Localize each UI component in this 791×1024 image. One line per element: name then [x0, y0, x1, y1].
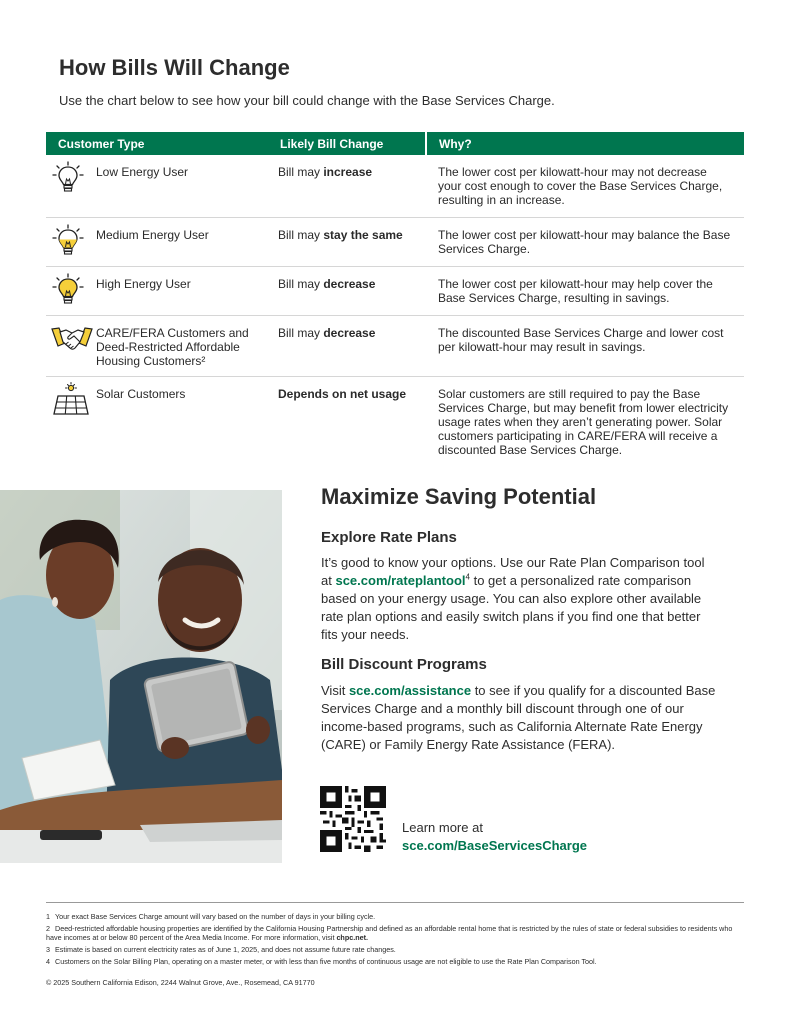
- footnote: 3 Estimate is based on current electricity rates as of June 1, 2025, and does not assume future rate changes.: [46, 945, 396, 954]
- assistance-link[interactable]: sce.com/assistance: [348, 683, 472, 698]
- footnote-divider: [46, 902, 744, 903]
- discount-programs-heading: Bill Discount Programs: [321, 656, 487, 673]
- why-text: The lower cost per kilowatt-hour may help cover the Base Services Charge, resulting in savings.: [426, 267, 744, 316]
- why-text: The lower cost per kilowatt-hour may not decrease your cost enough to cover the Base Services Charge, resulting in an increase.: [426, 155, 744, 218]
- page-title: How Bills Will Change: [59, 55, 290, 80]
- likely-change: Bill may stay the same: [268, 218, 426, 267]
- table-row: [46, 267, 744, 316]
- footnote: 4 Customers on the Solar Billing Plan, operating on a master meter, or with less than five months of continuous usage are not eligible to use the Rate Plan Comparison Tool.: [46, 957, 597, 966]
- why-text: The discounted Base Services Charge and lower cost per kilowatt-hour may result in savings.: [426, 316, 744, 377]
- bill-change-table: [46, 132, 744, 467]
- lightbulb-low-icon: [46, 155, 96, 199]
- section-title: Maximize Saving Potential: [321, 484, 597, 509]
- customer-type: CARE/FERA Customers and Deed-Restricted Affordable Housing Customers²: [96, 326, 249, 368]
- page-subtitle: Use the chart below to see how your bill could change with the Base Services Charge.: [59, 93, 555, 108]
- likely-change: Bill may increase: [268, 155, 426, 218]
- lightbulb-medium-icon: [46, 218, 96, 262]
- discount-programs-text: Visit sce.com/assistance to see if you qualify for a discounted Base Services Charge and a monthly bill discount through one of our income-based programs, such as California Alternate Rate Energy (CARE) or Family Energy Rate Assistance (FERA).: [321, 683, 716, 752]
- col-likely-change: Likely Bill Change: [268, 132, 426, 155]
- footnote: 2 Deed-restricted affordable housing properties are identified by the California Housing Partnership and defined as an affordable rental home that is restricted by the rules of state or federal subsidies to residents who have incomes at or below 80 percent of the Area Media Income. For more information, visit chpc.net.: [46, 924, 733, 942]
- customer-type: High Energy User: [96, 277, 191, 291]
- base-services-charge-link[interactable]: sce.com/BaseServicesCharge: [402, 838, 588, 853]
- customer-type: Solar Customers: [96, 387, 186, 401]
- why-text: Solar customers are still required to pay the Base Services Charge, but may benefit from lower electricity usage rates when they aren’t generating power. Solar customers participating in CARE/FERA will receive a discounted Base Services Charge.: [438, 387, 729, 457]
- chpc-link[interactable]: chpc.net.: [336, 933, 368, 942]
- qr-code-icon[interactable]: [320, 786, 386, 852]
- footnote-ref: 4: [465, 572, 470, 582]
- footnote: 1 Your exact Base Services Charge amount will vary based on the number of days in your billing cycle.: [46, 912, 376, 921]
- couple-with-tablet-photo: [0, 490, 282, 863]
- rate-plans-text: It’s good to know your options. Use our Rate Plan Comparison tool at sce.com/rateplantool$^4$ to get a personalized rate comparison based on your energy usage. You can also explore other available rate plan options and easily switch plans if you find one that better fits your needs.: [321, 555, 705, 642]
- handshake-icon: [46, 316, 96, 368]
- customer-type: Low Energy User: [96, 165, 189, 179]
- likely-change: Bill may decrease: [268, 267, 426, 316]
- rate-plans-heading: Explore Rate Plans: [321, 529, 457, 546]
- solar-panel-icon: [46, 377, 96, 421]
- table-row: [46, 316, 744, 377]
- col-customer-type: Customer Type: [46, 132, 268, 155]
- table-row: [46, 377, 744, 468]
- table-header-row: [46, 132, 744, 155]
- likely-change: Bill may decrease: [268, 316, 426, 377]
- learn-more: Learn more at sce.com/BaseServicesCharge: [402, 820, 588, 853]
- table-row: [46, 218, 744, 267]
- customer-type: Medium Energy User: [96, 228, 209, 242]
- copyright: © 2025 Southern California Edison, 2244 Walnut Grove, Ave., Rosemead, CA 91770: [46, 978, 315, 987]
- rateplantool-link[interactable]: sce.com/rateplantool: [335, 573, 466, 588]
- lightbulb-high-icon: [46, 267, 96, 311]
- likely-change: Depends on net usage: [278, 387, 407, 401]
- why-text: The lower cost per kilowatt-hour may balance the Base Services Charge.: [426, 218, 744, 267]
- col-why: Why?: [426, 132, 744, 155]
- table-row: [46, 155, 744, 218]
